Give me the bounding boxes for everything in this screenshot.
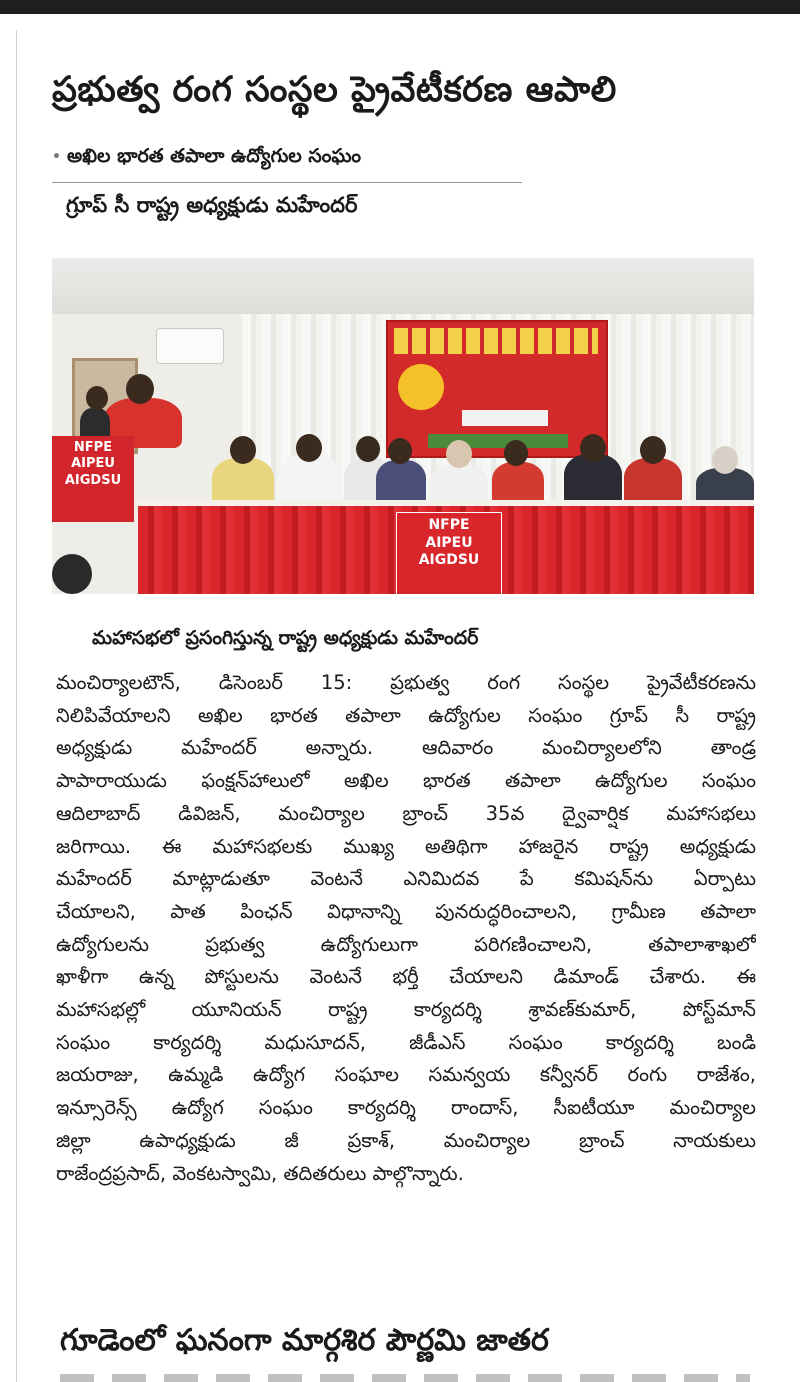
photo-caption: మహాసభలో ప్రసంగిస్తున్న రాష్ట్ర అధ్యక్షుడు మహేందర్	[92, 627, 479, 649]
body-line: ఖాళీగా ఉన్న పోస్టులను వెంటనే భర్తీ చేయాలని డిమాండ్ చేశారు. ఈ	[56, 965, 756, 989]
column-rule	[16, 30, 17, 1382]
article-photo	[52, 258, 754, 594]
top-bar	[0, 0, 800, 14]
body-line: చేయాలని, పాత పింఛన్ విధానాన్ని పునరుద్ధరించాలని, గ్రామీణ తపాలా	[56, 899, 756, 923]
stage-banner	[386, 320, 608, 458]
body-line: సంఘం కార్యదర్శి మధుసూదన్, జీడీఎస్ సంఘం కార్యదర్శి బండి	[56, 1030, 756, 1054]
body-line: అధ్యక్షుడు మహేందర్ అన్నారు. ఆదివారం మంచిర్యాలలోని తాండ్ర	[56, 736, 756, 760]
article-subheading	[52, 145, 522, 183]
body-line: మహేందర్ మాట్లాడుతూ వెంటనే ఎనిమిదవ పే కమిషన్‌ను ఏర్పాటు	[56, 867, 756, 891]
subheading-text: అఖిల భారత తపాలా ఉద్యోగుల సంఘం	[66, 145, 362, 167]
table-banner: NFPE AIPEU AIGDSU	[396, 512, 502, 594]
body-line: జిల్లా ఉపాధ్యక్షుడు జీ ప్రకాశ్, మంచిర్యాల బ్రాంచ్ నాయకులు	[56, 1128, 756, 1152]
article-body	[56, 667, 756, 1190]
union-logo-icon	[398, 364, 444, 410]
photo-ceiling	[52, 258, 754, 316]
body-line: ఆదిలాబాద్ డివిజన్, మంచిర్యాల బ్రాంచ్ 35వ ద్వైవార్షిక మహాసభలు	[56, 801, 756, 825]
body-line: ఇన్సూరెన్స్ ఉద్యోగ సంఘం కార్యదర్శి రాందాస్, సీఐటీయూ మంచిర్యాల	[56, 1096, 756, 1120]
body-line: నిలిపివేయాలని అఖిల భారత తపాలా ఉద్యోగుల సంఘం గ్రూప్ సీ రాష్ట్ర	[56, 703, 756, 727]
next-article-headline: గూడెంలో ఘనంగా మార్గశిర పౌర్ణమి జాతర	[60, 1323, 549, 1358]
body-line: జయరాజు, ఉమ్మడి ఉద్యోగ సంఘాల సమన్వయ కన్వీనర్ రంగు రాజేశం,	[56, 1063, 756, 1087]
body-line: ఉద్యోగులను ప్రభుత్వ ఉద్యోగులుగా పరిగణించాలని, తపాలాశాఖలో	[56, 932, 756, 956]
bullet-icon: •	[52, 148, 61, 165]
body-line: మంచిర్యాలటౌన్, డిసెంబర్ 15: ప్రభుత్వ రంగ సంస్థల ప్రైవేటీకరణను	[56, 671, 756, 694]
body-line: పాపారాయుడు ఫంక్షన్‌హాలులో అఖిల భారత తపాలా ఉద్యోగుల సంఘం	[56, 769, 756, 793]
article-headline: ప్రభుత్వ రంగ సంస్థల ప్రైవేటీకరణ ఆపాలి	[52, 70, 617, 110]
cut-off-text	[60, 1374, 750, 1382]
air-conditioner-icon	[156, 328, 224, 364]
podium-banner: NFPE AIPEU AIGDSU	[52, 436, 134, 522]
body-line: రాజేంద్రప్రసాద్, వెంకటస్వామి, తదితరులు పాల్గొన్నారు.	[56, 1161, 464, 1185]
body-line: మహాసభల్లో యూనియన్ రాష్ట్ర కార్యదర్శి శ్రావణ్‌కుమార్, పోస్ట్‌మాన్	[56, 998, 756, 1022]
person	[624, 458, 682, 506]
body-line: జరిగాయి. ఈ మహాసభలకు ముఖ్య అతిథిగా హాజరైన రాష్ట్ర అధ్యక్షుడు	[56, 834, 756, 858]
article-subheading-secondary: గ్రూప్ సీ రాష్ట్ర అధ్యక్షుడు మహేందర్	[66, 193, 358, 217]
speaker-head	[126, 374, 154, 404]
